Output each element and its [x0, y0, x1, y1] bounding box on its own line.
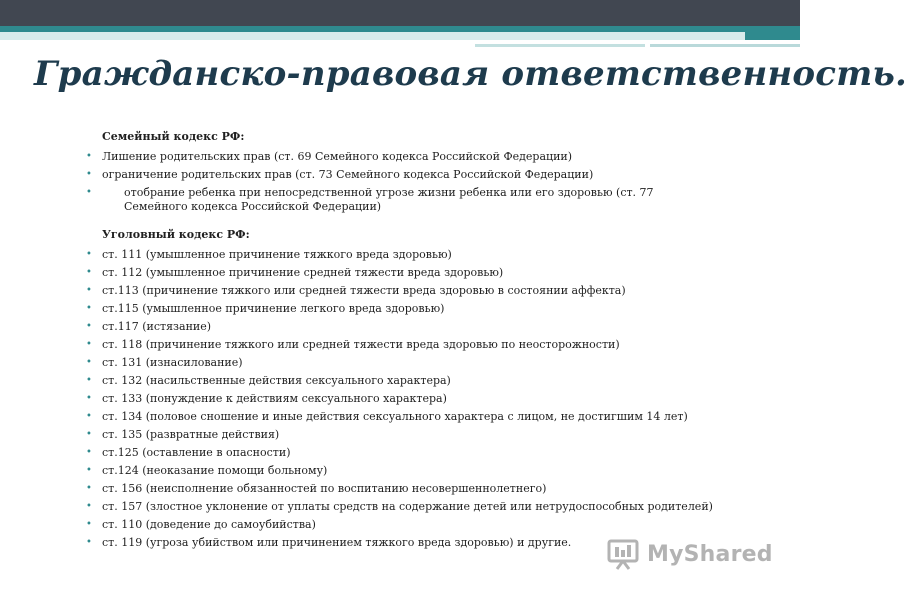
- bullet-icon: •: [86, 501, 92, 512]
- top-bar: [0, 0, 800, 26]
- bullet-icon: •: [86, 357, 92, 368]
- bullet-icon: •: [86, 303, 92, 314]
- bullet-icon: •: [86, 429, 92, 440]
- list-item-text: ст. 118 (причинение тяжкого или средней тяжести вреда здоровью по неосторожности): [102, 338, 620, 351]
- list-item-text: ограничение родительских прав (ст. 73 Семейного кодекса Российской Федерации): [102, 168, 594, 181]
- list-item: [80, 498, 720, 516]
- presentation-board-icon: [607, 537, 641, 571]
- list-item-text: ст. 119 (угроза убийством или причинением тяжкого вреда здоровью) и другие.: [102, 536, 572, 549]
- bullet-icon: •: [86, 321, 92, 332]
- list-item-text: ст. 156 (неисполнение обязанностей по воспитанию несовершеннолетнего): [102, 482, 547, 495]
- list-item-text: ст. 134 (половое сношение и иные действия сексуального характера с лицом, не достигшим 14 лет): [102, 410, 688, 423]
- list-item-text: ст.124 (неоказание помощи больному): [102, 464, 328, 477]
- list-item: [80, 480, 720, 498]
- watermark-text: MyShared: [647, 541, 773, 567]
- list-item: [80, 282, 720, 300]
- list-item-text: ст. 110 (доведение до самоубийства): [102, 518, 316, 531]
- bullet-icon: •: [86, 151, 92, 162]
- list-item: [80, 246, 720, 264]
- criminal-code-heading: Уголовный кодекс РФ:: [102, 228, 250, 241]
- decor-stripe-segment: [475, 44, 645, 47]
- decor-stripe-accent: [745, 32, 800, 40]
- list-item: [80, 426, 720, 444]
- bullet-icon: •: [86, 393, 92, 404]
- list-item: [80, 318, 720, 336]
- bullet-icon: •: [86, 537, 92, 548]
- bullet-icon: •: [86, 411, 92, 422]
- list-item: [80, 184, 720, 216]
- bullet-icon: •: [86, 447, 92, 458]
- list-item-text: ст. 133 (понуждение к действиям сексуального характера): [102, 392, 447, 405]
- list-item: [80, 390, 720, 408]
- list-item: [80, 462, 720, 480]
- list-item-text: ст. 132 (насильственные действия сексуального характера): [102, 374, 451, 387]
- bullet-icon: •: [86, 339, 92, 350]
- list-item-text: ст.113 (причинение тяжкого или средней тяжести вреда здоровью в состоянии аффекта): [102, 284, 626, 297]
- family-code-heading: Семейный кодекс РФ:: [102, 130, 245, 143]
- list-item-text: ст. 157 (злостное уклонение от уплаты средств на содержание детей или нетрудоспособных родителей): [102, 500, 713, 513]
- bullet-icon: •: [86, 375, 92, 386]
- list-item-text: ст.115 (умышленное причинение легкого вреда здоровью): [102, 302, 445, 315]
- bullet-icon: •: [86, 483, 92, 494]
- list-item-text: ст. 111 (умышленное причинение тяжкого вреда здоровью): [102, 248, 452, 261]
- list-item-text: ст. 112 (умышленное причинение средней тяжести вреда здоровью): [102, 266, 504, 279]
- list-item: [80, 372, 720, 390]
- list-item: [80, 264, 720, 282]
- slide-content: [80, 128, 720, 552]
- bullet-icon: •: [86, 249, 92, 260]
- list-item: [80, 408, 720, 426]
- bullet-icon: •: [86, 519, 92, 530]
- list-item-text: ст. 131 (изнасилование): [102, 356, 243, 369]
- list-item: [80, 336, 720, 354]
- list-item-text: Лишение родительских прав (ст. 69 Семейного кодекса Российской Федерации): [102, 150, 573, 163]
- decor-stripe: [0, 32, 800, 40]
- list-item-text: отобрание ребенка при непосредственной угрозе жизни ребенка или его здоровью (ст. 77 Семейного кодекса Российской Федерации): [124, 186, 654, 213]
- list-item-text: ст. 135 (развратные действия): [102, 428, 280, 441]
- list-item: [80, 354, 720, 372]
- list-item: [80, 148, 720, 166]
- bullet-icon: •: [86, 187, 92, 198]
- list-item: [80, 166, 720, 184]
- list-item-text: ст.117 (истязание): [102, 320, 212, 333]
- decor-stripe-segment: [650, 44, 800, 47]
- bullet-icon: •: [86, 465, 92, 476]
- list-item-text: ст.125 (оставление в опасности): [102, 446, 291, 459]
- list-item: [80, 516, 720, 534]
- watermark: [607, 536, 773, 572]
- bullet-icon: •: [86, 169, 92, 180]
- bullet-icon: •: [86, 267, 92, 278]
- list-item: [80, 300, 720, 318]
- bullet-icon: •: [86, 285, 92, 296]
- list-item: [80, 444, 720, 462]
- slide-title: Гражданско-правовая ответственность.: [34, 54, 907, 94]
